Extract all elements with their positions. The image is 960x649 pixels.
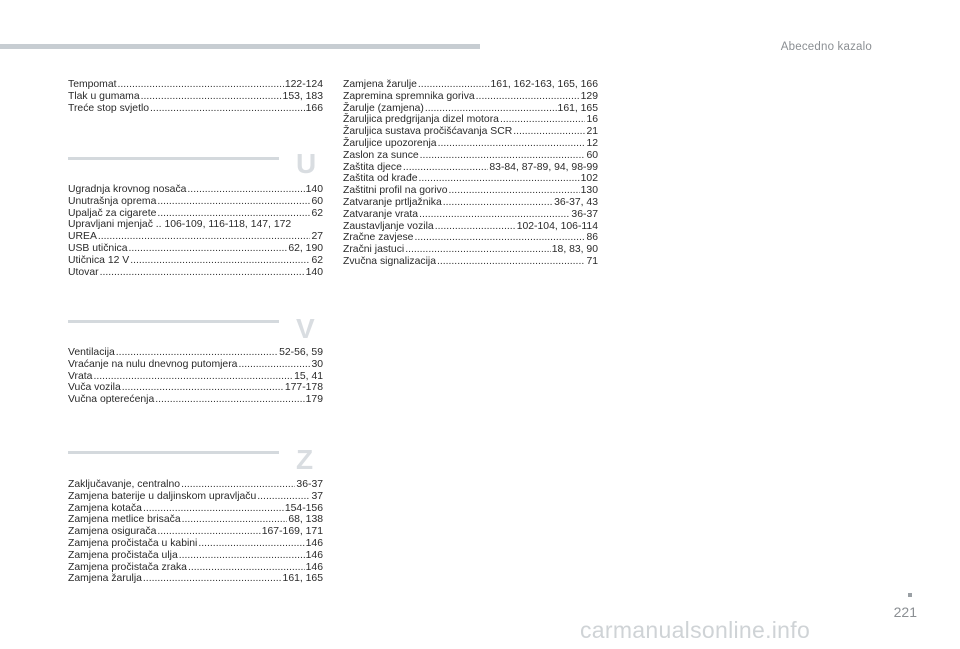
index-entry: UREA ..... 27 [68, 231, 323, 243]
index-entry: Žaruljica predgrijanja dizel motora ..... 16 [343, 114, 598, 126]
letter-heading-v: V [296, 313, 315, 344]
index-entry: Utičnica 12 V ..... 62 [68, 255, 323, 267]
letter-divider-u [68, 157, 279, 160]
index-entry: Upaljač za cigarete ..... 62 [68, 208, 323, 220]
index-entry: Zamjena baterije u daljinskom upravljaču ..... 37 [68, 491, 323, 503]
index-entry: Zračni jastuci ..... 18, 83, 90 [343, 244, 598, 256]
index-entry: Tlak u gumama ..... 153, 183 [68, 91, 323, 103]
letter-heading-z: Z [296, 444, 314, 475]
index-entry: Upravljani mjenjač .. 106-109, 116-118, 147, 172 [68, 219, 292, 231]
index-entry: Vrata ..... 15, 41 [68, 371, 323, 383]
index-entry: Ventilacija ..... 52-56, 59 [68, 347, 323, 359]
index-group-t-tail [68, 79, 323, 114]
watermark-text: carmanualsonline.info [580, 617, 811, 643]
index-entry: Zamjena pročistača ulja ..... 146 [68, 550, 323, 562]
index-entry: Zaštitni profil na gorivo ..... 130 [343, 185, 598, 197]
index-entry: Zaslon za sunce ..... 60 [343, 150, 598, 162]
index-entry: Zaključavanje, centralno ..... 36-37 [68, 479, 323, 491]
letter-heading-u: U [296, 148, 317, 179]
page-number: 221 [893, 604, 917, 620]
index-entry: Zapremina spremnika goriva ..... 129 [343, 91, 598, 103]
section-title: Abecedno kazalo [780, 41, 872, 53]
index-entry: Utovar ..... 140 [68, 267, 323, 279]
index-entry: Zračne zavjese ..... 86 [343, 232, 598, 244]
index-entry: Unutrašnja oprema ..... 60 [68, 196, 323, 208]
index-entry: Vučna opterećenja ..... 179 [68, 394, 323, 406]
index-entry: Zvučna signalizacija ..... 71 [343, 256, 598, 268]
index-entry: Zamjena metlice brisača ..... 68, 138 [68, 514, 323, 526]
index-group-v [68, 347, 323, 406]
index-entry: Žaruljica sustava pročišćavanja SCR ..... 21 [343, 126, 598, 138]
index-entry: Zaustavljanje vozila ..... 102-104, 106-114 [343, 221, 598, 233]
index-entry: Vraćanje na nulu dnevnog putomjera ..... 30 [68, 359, 323, 371]
index-entry: Tempomat ..... 122-124 [68, 79, 323, 91]
index-entry: Žarulje (zamjena) ..... 161, 165 [343, 103, 598, 115]
index-entry: Žaruljice upozorenja ..... 12 [343, 138, 598, 150]
index-entry: Zamjena pročistača zraka ..... 146 [68, 562, 323, 574]
index-entry: Zatvaranje prtljažnika ..... 36-37, 43 [343, 197, 598, 209]
index-entry: Zamjena pročistača u kabini ..... 146 [68, 538, 323, 550]
index-group-z [68, 479, 323, 585]
index-entry: USB utičnica ..... 62, 190 [68, 243, 323, 255]
index-entry: Vuča vozila ..... 177-178 [68, 382, 323, 394]
header-rule [0, 44, 480, 49]
page-marker [908, 593, 912, 597]
index-entry: Zamjena kotača ..... 154-156 [68, 503, 323, 515]
index-entry: Zamjena žarulja ..... 161, 165 [68, 573, 323, 585]
index-entry: Zamjena žarulje ..... 161, 162-163, 165, 166 [343, 79, 598, 91]
index-entry: Ugradnja krovnog nosača ..... 140 [68, 184, 323, 196]
letter-divider-v [68, 320, 279, 323]
index-entry: Treće stop svjetlo ..... 166 [68, 103, 323, 115]
index-entry: Zatvaranje vrata ..... 36-37 [343, 209, 598, 221]
index-entry: Zaštita od krađe ..... 102 [343, 173, 598, 185]
index-group-z-continued [343, 79, 598, 268]
index-entry: Zamjena osigurača ..... 167-169, 171 [68, 526, 323, 538]
index-group-u [68, 184, 323, 278]
index-entry: Zaštita djece ..... 83-84, 87-89, 94, 98-99 [343, 162, 598, 174]
letter-divider-z [68, 451, 279, 454]
